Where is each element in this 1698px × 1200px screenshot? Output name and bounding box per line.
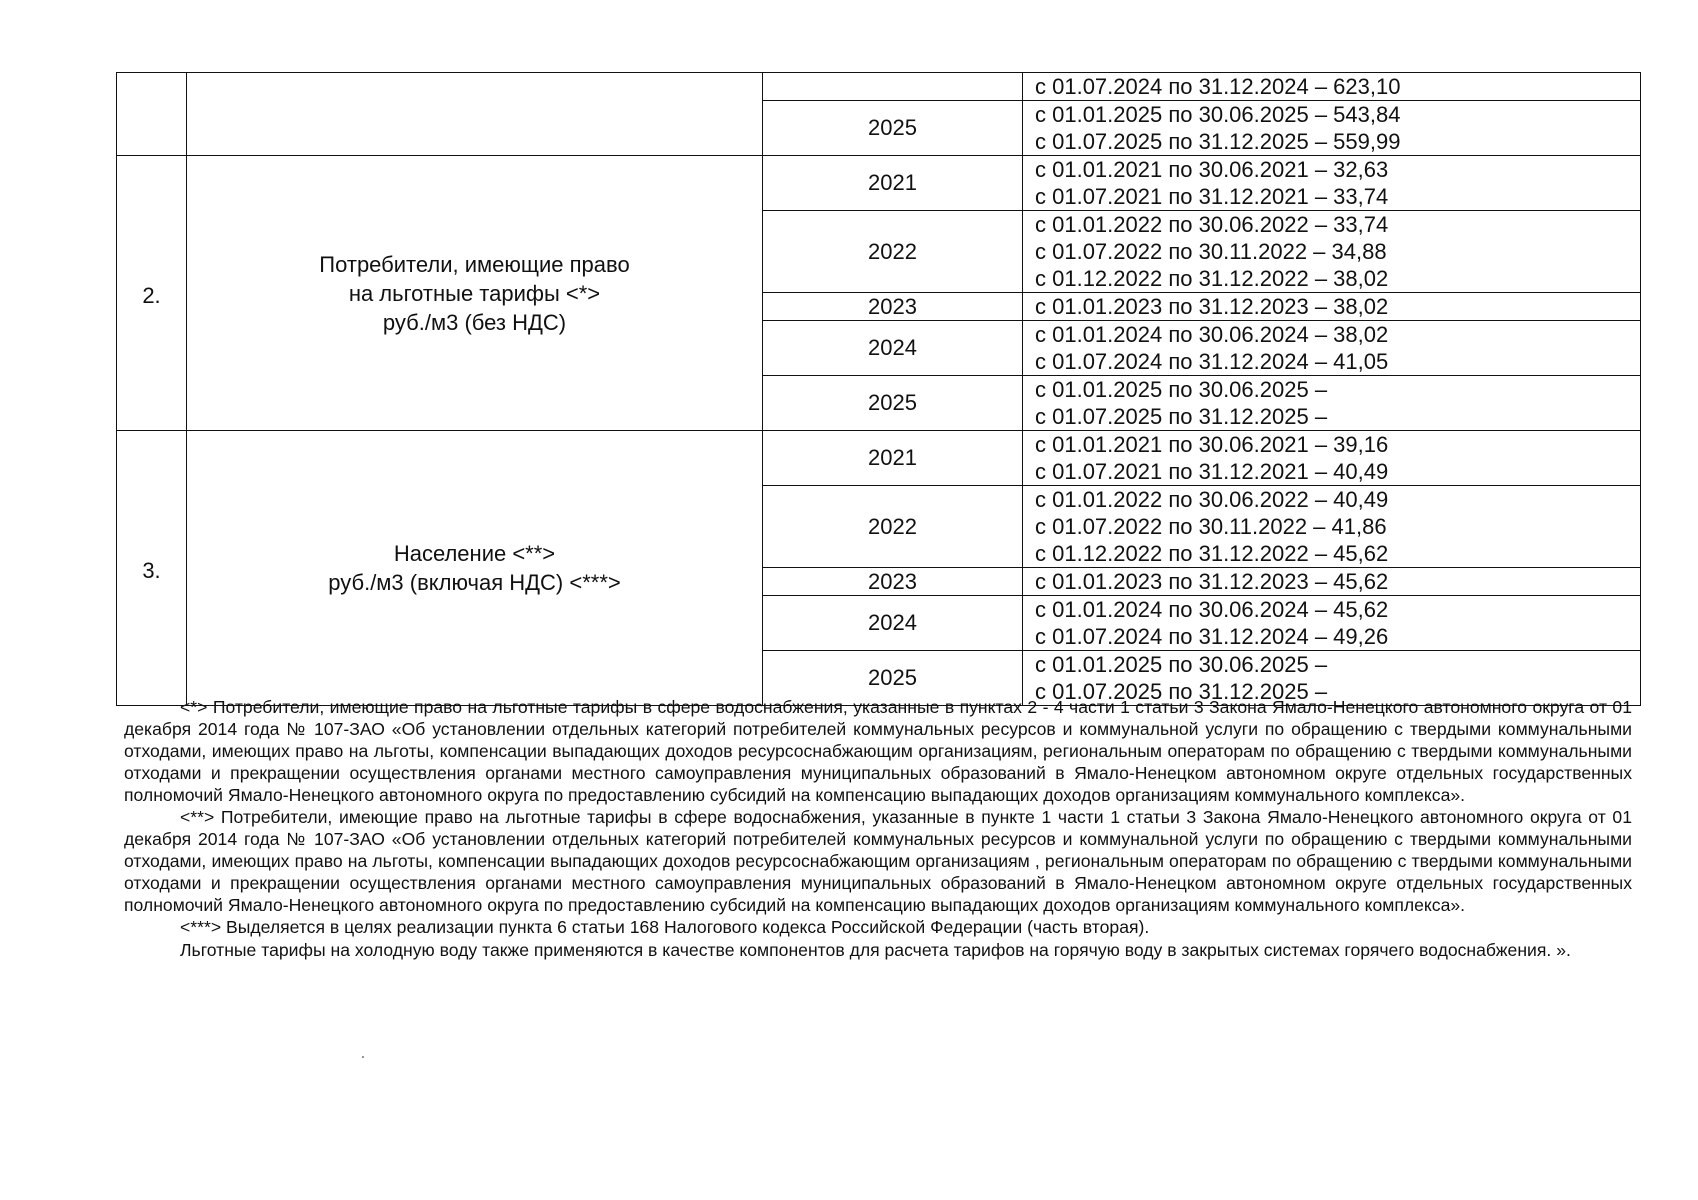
year-cell: 2023 — [763, 568, 1023, 596]
category-line: Население <**> — [393, 541, 556, 566]
year-cell: 2021 — [763, 431, 1023, 486]
period-line: с 01.01.2025 по 30.06.2025 – — [1035, 377, 1328, 402]
year-cell: 2025 — [763, 101, 1023, 156]
period-line: с 01.01.2024 по 30.06.2024 – 45,62 — [1035, 597, 1389, 622]
category-cell — [187, 431, 763, 706]
year-cell: 2025 — [763, 376, 1023, 431]
category-cell — [187, 73, 763, 156]
footnotes — [124, 696, 1632, 962]
period-cell — [1023, 376, 1641, 431]
period-line: с 01.07.2024 по 31.12.2024 – 623,10 — [1035, 74, 1401, 99]
year-cell: 2023 — [763, 293, 1023, 321]
period-line: с 01.07.2022 по 30.11.2022 – 34,88 — [1035, 239, 1387, 264]
period-line: с 01.01.2022 по 30.06.2022 – 40,49 — [1035, 487, 1389, 512]
period-line: с 01.01.2022 по 30.06.2022 – 33,74 — [1035, 212, 1389, 237]
period-line: с 01.07.2021 по 31.12.2021 – 33,74 — [1035, 184, 1389, 209]
footnote-1: <*> Потребители, имеющие право на льготные тарифы в сфере водоснабжения, указанные в пунктах 2 - 4 части 1 статьи 3 Закона Ямало-Ненецкого автономного округа от 01 декабря 2014 года № 107-ЗАО «Об установлении отдельных категорий потребителей коммунальных ресурсов и коммунальной услуги по обращению с твердыми коммунальными отходами, имеющих право на льготы, компенсации выпадающих доходов ресурсоснабжающим организациям, региональным операторам по обращению с твердыми коммунальными отходами и прекращении осуществления органами местного самоуправления муниципальных образований в Ямало-Ненецком автономном округе отдельных государственных полномочий Ямало-Ненецкого автономного округа по предоставлению субсидий на компенсацию выпадающих доходов организациям коммунального комплекса». — [124, 697, 1632, 805]
period-line: с 01.07.2022 по 30.11.2022 – 41,86 — [1035, 514, 1387, 539]
year-cell: 2022 — [763, 211, 1023, 293]
period-line: с 01.01.2025 по 30.06.2025 – 543,84 — [1035, 102, 1401, 127]
table-row — [117, 73, 1641, 101]
period-line: с 01.07.2025 по 31.12.2025 – — [1035, 404, 1328, 429]
period-cell — [1023, 568, 1641, 596]
year-cell: 2022 — [763, 486, 1023, 568]
period-line: с 01.07.2025 по 31.12.2025 – — [1035, 679, 1328, 704]
table-row — [117, 431, 1641, 486]
year-cell: 2024 — [763, 596, 1023, 651]
period-line: с 01.12.2022 по 31.12.2022 – 38,02 — [1035, 266, 1389, 291]
category-line: руб./м3 (без НДС) — [382, 309, 567, 335]
period-cell — [1023, 486, 1641, 568]
table-row — [117, 156, 1641, 211]
closing-paragraph: Льготные тарифы на холодную воду также применяются в качестве компонентов для расчета тарифов на горячую воду в закрытых системах горячего водоснабжения. ». — [180, 940, 1571, 960]
period-cell — [1023, 293, 1641, 321]
period-line: с 01.01.2021 по 30.06.2021 – 39,16 — [1035, 432, 1389, 457]
period-cell — [1023, 431, 1641, 486]
tariff-table — [116, 72, 1641, 706]
period-line: с 01.01.2023 по 31.12.2023 – 45,62 — [1035, 569, 1389, 594]
period-line: с 01.07.2024 по 31.12.2024 – 49,26 — [1035, 624, 1389, 649]
year-cell: 2025 — [763, 651, 1023, 706]
year-cell: 2021 — [763, 156, 1023, 211]
period-line: с 01.01.2024 по 30.06.2024 – 38,02 — [1035, 322, 1389, 347]
category-line: Потребители, имеющие право — [319, 251, 630, 277]
year-cell: 2024 — [763, 321, 1023, 376]
category-cell — [187, 156, 763, 431]
row-number: 2. — [117, 156, 187, 431]
period-cell — [1023, 211, 1641, 293]
period-cell — [1023, 73, 1641, 101]
period-line: с 01.07.2025 по 31.12.2025 – 559,99 — [1035, 129, 1401, 154]
period-cell — [1023, 321, 1641, 376]
period-line: с 01.01.2025 по 30.06.2025 – — [1035, 652, 1328, 677]
year-cell — [763, 73, 1023, 101]
period-cell — [1023, 596, 1641, 651]
category-line: на льготные тарифы <*> — [348, 280, 601, 306]
row-number — [117, 73, 187, 156]
period-line: с 01.12.2022 по 31.12.2022 – 45,62 — [1035, 541, 1389, 566]
footnote-3: <***> Выделяется в целях реализации пункта 6 статьи 168 Налогового кодекса Российской Федерации (часть вторая). — [180, 917, 1150, 937]
category-line: руб./м3 (включая НДС) <***> — [328, 570, 621, 595]
scan-speck — [362, 1056, 364, 1058]
period-line: с 01.07.2021 по 31.12.2021 – 40,49 — [1035, 459, 1389, 484]
period-cell — [1023, 156, 1641, 211]
period-line: с 01.01.2021 по 30.06.2021 – 32,63 — [1035, 157, 1389, 182]
period-cell — [1023, 101, 1641, 156]
period-line: с 01.01.2023 по 31.12.2023 – 38,02 — [1035, 294, 1389, 319]
row-number: 3. — [117, 431, 187, 706]
period-line: с 01.07.2024 по 31.12.2024 – 41,05 — [1035, 349, 1389, 374]
footnote-2: <**> Потребители, имеющие право на льготные тарифы в сфере водоснабжения, указанные в пункте 1 части 1 статьи 3 Закона Ямало-Ненецкого автономного округа от 01 декабря 2014 года № 107-ЗАО «Об установлении отдельных категорий потребителей коммунальных ресурсов и коммунальной услуги по обращению с твердыми коммунальными отходами, имеющих право на льготы, компенсации выпадающих доходов ресурсоснабжающим организациям , региональным операторам по обращению с твердыми коммунальными отходами и прекращении осуществления органами местного самоуправления муниципальных образований в Ямало-Ненецком автономном округе отдельных государственных полномочий Ямало-Ненецкого автономного округа по предоставлению субсидий на компенсацию выпадающих доходов организациям коммунального комплекса». — [124, 807, 1632, 915]
